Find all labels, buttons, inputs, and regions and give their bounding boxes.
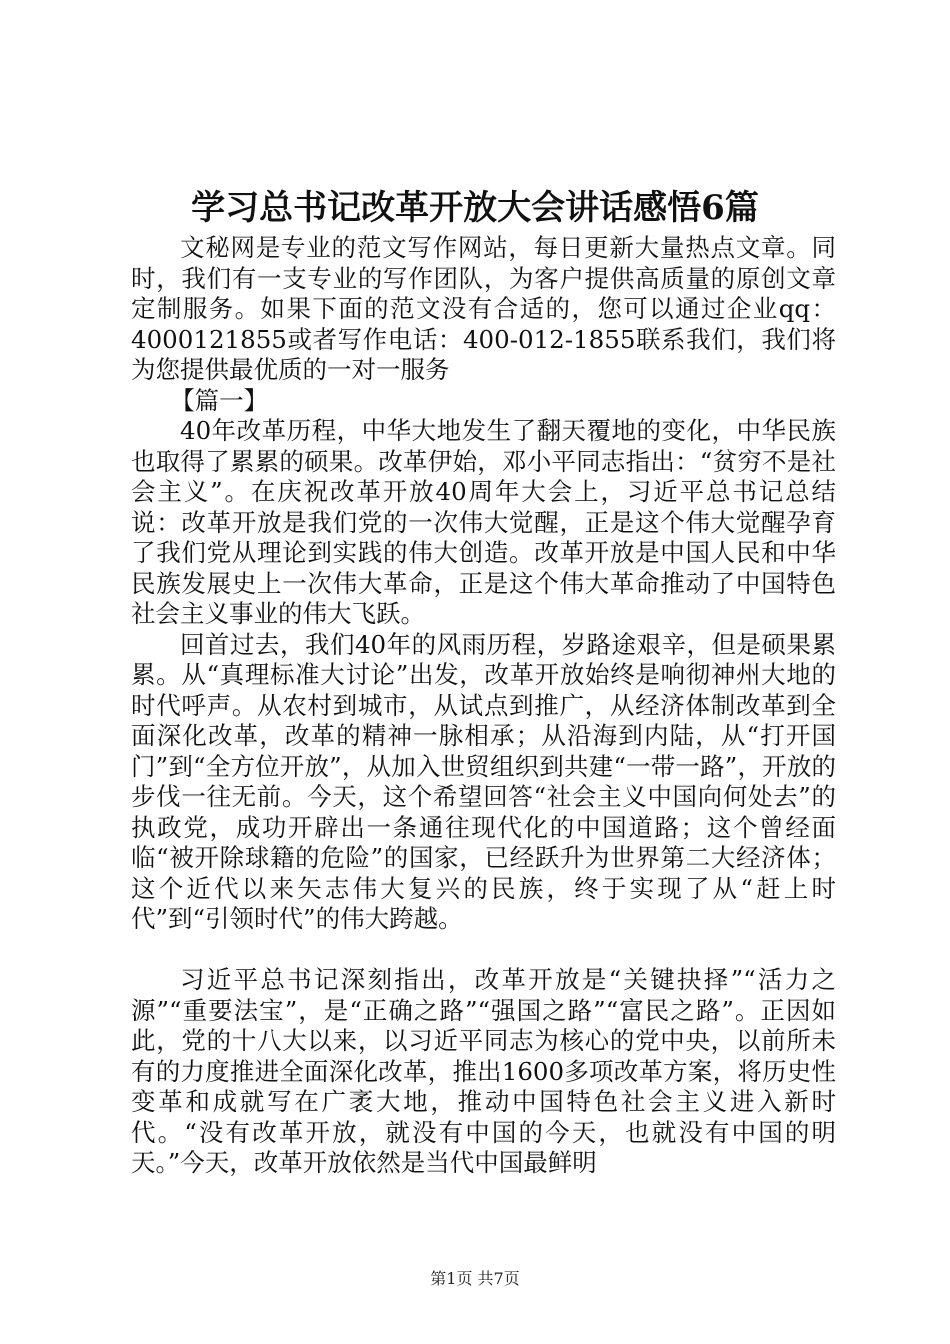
section-heading: 【篇一】 <box>170 385 269 415</box>
body-paragraph: 习近平总书记深刻指出，改革开放是“关键抉择”“活力之源”“重要法宝”，是“正确之路”“强国之路”“富民之路”。正因如此，党的十八大以来，以习近平同志为核心的党中央，以前所未有的力度推进全面深化改革，推出1600多项改革方案，将历史性变革和成就写在广袤大地，推动中国特色社会主义进入新时代。“没有改革开放，就没有中国的今天，也就没有中国的明天。”今天，改革开放依然是当代中国最鲜明 <box>131 965 836 1177</box>
paragraph-spacer <box>131 935 836 966</box>
document-title: 学习总书记改革开放大会讲话感悟6篇 <box>191 188 759 228</box>
body-paragraph: 40年改革历程，中华大地发生了翻天覆地的变化，中华民族也取得了累累的硕果。改革伊始，邓小平同志指出：“贫穷不是社会主义”。在庆祝改革开放40周年大会上，习近平总书记总结说：改革开放是我们党的一次伟大觉醒，正是这个伟大觉醒孕育了我们党从理论到实践的伟大创造。改革开放是中国人民和中华民族发展史上一次伟大革命，正是这个伟大革命推动了中国特色社会主义事业的伟大飞跃。 <box>131 416 836 628</box>
intro-paragraph: 文秘网是专业的范文写作网站，每日更新大量热点文章。同时，我们有一支专业的写作团队，为客户提供高质量的原创文章定制服务。如果下面的范文没有合适的，您可以通过企业qq：4000121855或者写作电话：400-012-1855联系我们，我们将为您提供最优质的一对一服务 <box>131 233 836 384</box>
body-paragraph: 回首过去，我们40年的风雨历程，岁路途艰辛，但是硕果累累。从“真理标准大讨论”出发，改革开放始终是响彻神州大地的时代呼声。从农村到城市，从试点到推广，从经济体制改革到全面深化改革，改革的精神一脉相承；从沿海到内陆，从“打开国门”到“全方位开放”，从加入世贸组织到共建“一带一路”，开放的步伐一往无前。今天，这个希望回答“社会主义中国向何处去”的执政党，成功开辟出一条通往现代化的中国道路；这个曾经面临“被开除球籍的危险”的国家，已经跃升为世界第二大经济体；这个近代以来矢志伟大复兴的民族，终于实现了从“赶上时代”到“引领时代”的伟大跨越。 <box>131 629 836 933</box>
document-body <box>131 233 836 1179</box>
page-number: 第1页 共7页 <box>430 1269 520 1288</box>
